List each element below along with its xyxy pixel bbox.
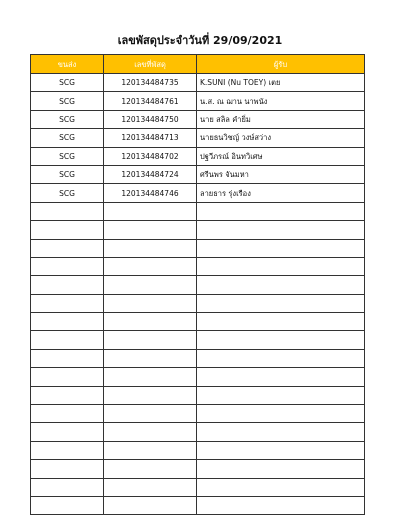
recipient-cell [197,386,365,404]
header-row [31,55,365,74]
carrier-cell [31,460,104,478]
table-row [31,221,365,239]
recipient-cell [197,257,365,275]
carrier-cell [31,441,104,459]
recipient-cell [197,313,365,331]
carrier-cell [31,349,104,367]
column-header-tracking-number: เลขที่พัสดุ [104,55,197,74]
tracking-number-cell [104,405,197,423]
recipient-cell [197,276,365,294]
tracking-number-cell: 120134484724 [104,165,197,183]
tracking-number-cell [104,221,197,239]
table-row [31,92,365,110]
recipient-cell: ศรีนพร จันมหา [197,165,365,183]
tracking-number-cell [104,276,197,294]
carrier-cell [31,294,104,312]
carrier-cell [31,368,104,386]
recipient-cell [197,294,365,312]
carrier-cell: SCG [31,165,104,183]
carrier-cell [31,423,104,441]
carrier-cell: SCG [31,147,104,165]
table-row [31,405,365,423]
tracking-number-cell [104,478,197,496]
tracking-number-cell: 120134484735 [104,74,197,92]
carrier-cell [31,313,104,331]
recipient-cell [197,202,365,220]
table-row [31,276,365,294]
tracking-number-cell [104,368,197,386]
table-row [31,478,365,496]
recipient-cell [197,405,365,423]
tracking-number-cell [104,460,197,478]
carrier-cell [31,276,104,294]
carrier-cell [31,386,104,404]
recipient-cell: นาย สลิล คำยิ่ม [197,110,365,128]
carrier-cell [31,405,104,423]
table-body [31,74,365,515]
recipient-cell [197,478,365,496]
carrier-cell: SCG [31,92,104,110]
recipient-cell: น.ส. ณ ฌาน นาพนัง [197,92,365,110]
tracking-number-cell: 120134484746 [104,184,197,202]
tracking-number-cell [104,202,197,220]
carrier-cell [31,257,104,275]
page-title: เลขพัสดุประจำวันที่ 29/09/2021 [117,34,283,47]
recipient-cell [197,239,365,257]
table-row [31,110,365,128]
recipient-cell [197,331,365,349]
tracking-number-cell [104,441,197,459]
tracking-number-cell: 120134484702 [104,147,197,165]
table-row [31,423,365,441]
table-row [31,386,365,404]
table-row [31,441,365,459]
table-row [31,257,365,275]
table-row [31,129,365,147]
table-row [31,239,365,257]
carrier-cell [31,478,104,496]
table-row [31,460,365,478]
tracking-number-cell [104,257,197,275]
table-row [31,368,365,386]
tracking-number-cell [104,313,197,331]
tracking-number-cell [104,331,197,349]
table-row [31,313,365,331]
recipient-cell: ลายธาร รุ่งเรือง [197,184,365,202]
tracking-number-cell [104,349,197,367]
recipient-cell [197,460,365,478]
recipient-cell [197,349,365,367]
carrier-cell: SCG [31,74,104,92]
table-row [31,496,365,514]
tracking-number-cell [104,423,197,441]
carrier-cell: SCG [31,129,104,147]
carrier-cell [31,496,104,514]
tracking-number-cell: 120134484713 [104,129,197,147]
carrier-cell: SCG [31,110,104,128]
table-row [31,294,365,312]
recipient-cell [197,441,365,459]
recipient-cell [197,368,365,386]
table-row [31,165,365,183]
tracking-number-cell [104,496,197,514]
table-row [31,331,365,349]
column-header-carrier: ขนส่ง [31,55,104,74]
recipient-cell: K.SUNI (Nu TOEY) เตย [197,74,365,92]
carrier-cell: SCG [31,184,104,202]
table-row [31,184,365,202]
table-header [31,55,365,74]
tracking-number-cell [104,294,197,312]
parcel-table [30,54,365,515]
recipient-cell [197,423,365,441]
carrier-cell [31,221,104,239]
recipient-cell [197,221,365,239]
recipient-cell: ปฐวีภรณ์ อินทวิเศษ [197,147,365,165]
tracking-number-cell [104,239,197,257]
table-row [31,147,365,165]
tracking-number-cell: 120134484750 [104,110,197,128]
recipient-cell: นายธนวิชญ์ วงษ์สว่าง [197,129,365,147]
tracking-number-cell: 120134484761 [104,92,197,110]
column-header-recipient: ผู้รับ [197,55,365,74]
recipient-cell [197,496,365,514]
table-row [31,202,365,220]
tracking-number-cell [104,386,197,404]
carrier-cell [31,331,104,349]
carrier-cell [31,202,104,220]
table-row [31,349,365,367]
table-row [31,74,365,92]
carrier-cell [31,239,104,257]
